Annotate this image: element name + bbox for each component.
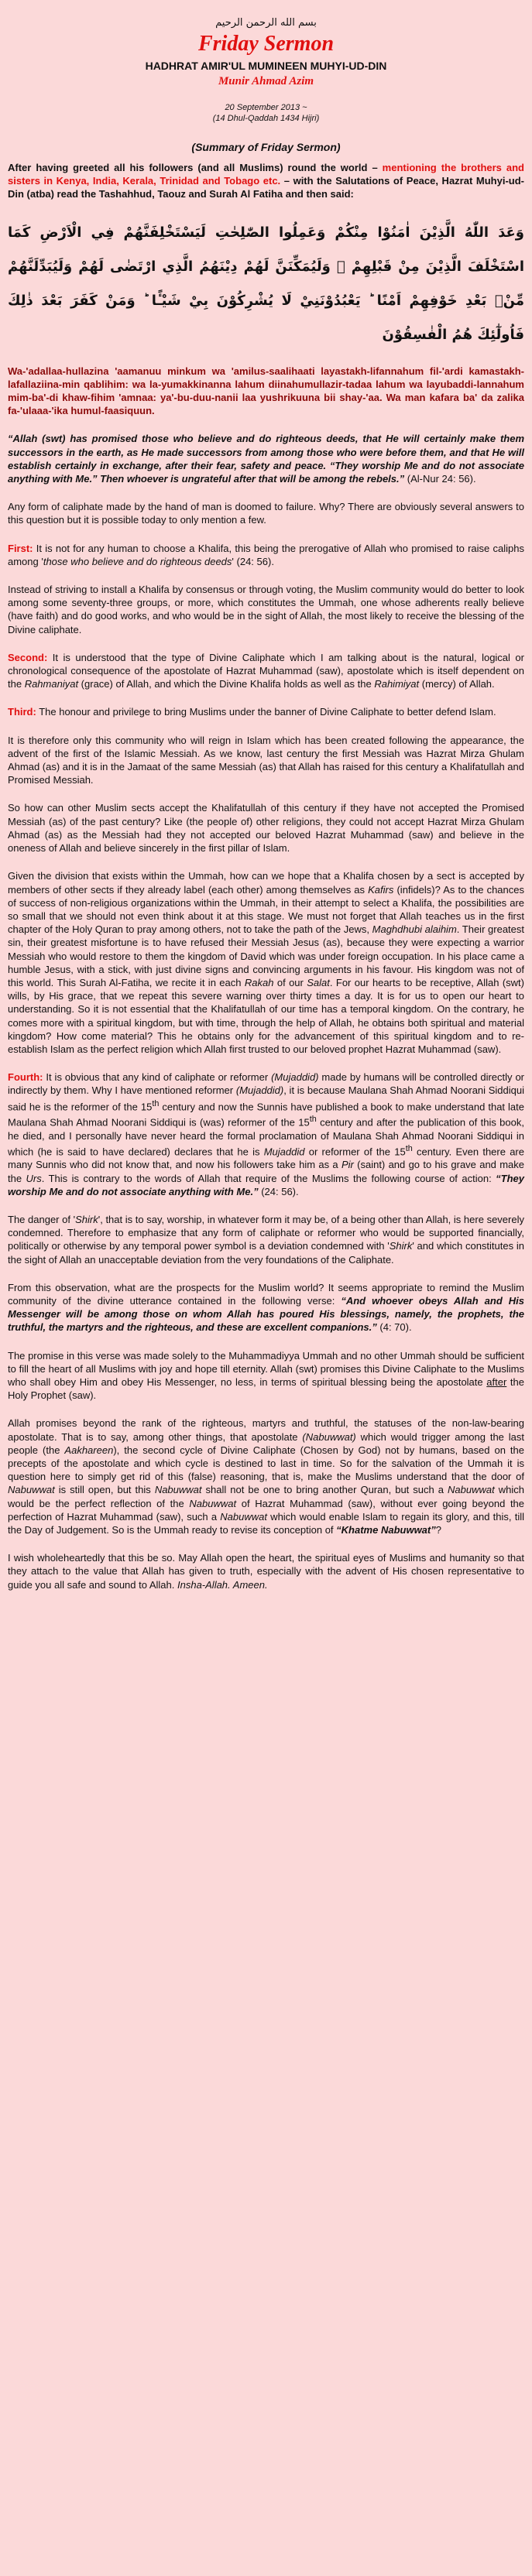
allah-italic-7: Nabuwwat <box>220 1510 267 1523</box>
date-gregorian: 20 September 2013 ~ <box>225 103 307 112</box>
arabic-verse: وَعَدَ اللّٰهُ الَّذِيْنَ اٰمَنُوْا مِنْكُمْ وَعَمِلُوا الصّٰلِحٰتِ لَيَسْتَخْلِفَنَّهُمْ فِي الْاَرْضِ كَمَا اسْتَخْلَفَ الَّذِيْنَ مِنْ قَبْلِهِمْ ۪ وَلَيُمَكِّنَنَّ لَهُمْ دِيْنَهُمُ الَّذِي ارْتَضٰى لَهُمْ وَلَيُبَدِّلَنَّهُمْ مِّنْۢ بَعْدِ خَوْفِهِمْ اَمْنًا ؕ يَعْبُدُوْنَنِيْ لَا يُشْرِكُوْنَ بِيْ شَيْـًٔا ؕ وَمَنْ كَفَرَ بَعْدَ ذٰلِكَ فَاُولٰٓئِكَ هُمُ الْفٰسِقُوْنَ <box>8 224 524 343</box>
allah-text-2: which would trigger among the last people (the <box>8 1430 524 1456</box>
allah-text-4: is still open, but this <box>54 1484 155 1496</box>
fourth-text-10: (24: 56). <box>258 1185 299 1197</box>
transliteration: Wa-'adallaa-hullazina 'aamanuu minkum wa 'amilus-saalihaati layastakh-lifannahum fil-'ardi kamastakh-lafallaziina-min qablihim: wa la-yumakkinanna lahum diinahumullazir-tadaa lahum wa layubaddi-lannahum mim-ba'-di khaw-fihim 'amnaa: ya'-bu-duu-nanii laa yushrikuuna bii shay-'aa. Wa man kafara ba' da zalika fa-'ulaaa-'ika humul-faasiquun. <box>8 365 524 417</box>
third-text: The honour and privilege to bring Muslims under the banner of Divine Caliphate to better defend Islam. <box>36 706 496 718</box>
fourth-text-6: or reformer of the 15 <box>304 1146 406 1158</box>
sohow-paragraph: So how can other Muslim sects accept the Khalifatullah of this century if they have not accepted the Promised Messiah (as) of the past century? Like (the people of) other religions, they could not accept Hazrat Mirza Ghulam Ahmad (as) as the Messiah had they not accepted our beloved Hazrat Muhammad (saw) and believe in the oneness of Allah and believe sincerely in the first pillar of Islam. <box>8 802 524 855</box>
fourth-point <box>8 1070 524 1198</box>
community-paragraph: It is therefore only this community who will reign in Islam which has been created following the appearance, the advent of the first of the Islamic Messiah. As we know, last century the first Messiah was Hazrat Mirza Ghulam Ahmad (as) and it is in the Jamaat of the same Messiah (as) that Allah has raised for this century a Khalifatullah and Promised Messiah. <box>8 734 524 786</box>
second-text-2: (grace) of Allah, and which the Divine Khalifa holds as well as the <box>78 678 375 690</box>
division-text-2: (infidels)? As to the chances of success of non-religious organizations within the Ummah, in their attempt to select a Khalifa, the possibilities are so small that we should not even think about it at this stage. We must not forget that Allah teaches us in the first chapter of the Holy Quran to pray among others, not to take the path of the Jews, <box>8 883 525 936</box>
promise-text-1: The promise in this verse was made solely to the Muhammadiyya Ummah and no other Ummah should be sufficient to fill the heart of all Muslims with joy and hope till eternity. Allah (swt) promises this Divine Caliphate to the Muslims who shall obey Him and obey His Messenger, no less, in terms of spiritual blessing being the apostolate <box>8 1349 524 1388</box>
first-text-1: It is not for any human to choose a Khalifa, this being the prerogative of Allah who promised to raise caliphs among ' <box>8 542 524 567</box>
fourth-text-3: , it is because Maulana Shah Ahmad Noorani Siddiqui said he is the reformer of the 15 <box>8 1084 525 1112</box>
first-label: First: <box>8 542 33 554</box>
allah-quote: “Khatme Nabuwwat” <box>336 1524 436 1536</box>
second-point <box>8 651 524 691</box>
intro-highlight: mentioning the brothers and sisters in Kenya, India, Kerala, Trinidad and Tobago etc. <box>8 162 524 187</box>
verse-translation <box>8 432 524 485</box>
verse-reference: (Al-Nur 24: 56). <box>404 473 476 485</box>
division-italic-3: Rakah <box>244 976 274 988</box>
division-italic-4: Salat <box>307 976 330 988</box>
summary-heading: (Summary of Friday Sermon) <box>191 141 341 153</box>
closing-text-1: I wish wholeheartedly that this be so. May Allah open the heart, the spiritual eyes of Muslims and humanity so that they attach to the value that Allah has given to truth, especially with the advent of His chosen representative to guide you all safe and sound to Allah. <box>8 1552 524 1591</box>
allah-italic-4: Nabuwwat <box>154 1484 202 1496</box>
promise-underline: after <box>486 1375 507 1388</box>
division-text-4: of our <box>273 976 307 988</box>
shirk-text-1: The danger of ' <box>8 1213 76 1225</box>
second-label: Second: <box>8 651 48 663</box>
first-italic: those who believe and do righteous deeds <box>43 555 232 567</box>
second-italic-1: Rahmaniyat <box>24 678 79 690</box>
intro-paragraph <box>8 161 524 201</box>
preacher-title: HADHRAT AMIR'UL MUMINEEN MUHYI-UD-DIN <box>145 60 387 72</box>
sermon-date <box>8 102 524 124</box>
prospects-text-1: From this observation, what are the prospects for the Muslim world? It seems appropriate to remind the Muslim community of the divine utterance contained in the following verse: <box>8 1281 524 1307</box>
division-paragraph <box>8 869 524 1056</box>
allah-promises-paragraph <box>8 1416 524 1536</box>
promise-paragraph <box>8 1349 524 1403</box>
prospects-paragraph <box>8 1281 524 1334</box>
fourth-italic-2: (Mujaddid) <box>235 1084 284 1097</box>
allah-text-5: shall not be one to bring another Quran, but such a <box>201 1484 448 1496</box>
bismillah-heading: بسم الله الرحمن الرحيم <box>215 17 317 29</box>
allah-text-1: Allah promises beyond the rank of the righteous, martyrs and truthful, the statuses of the non-law-bearing apostolate. That is to say, among other things, that apostolate <box>8 1417 524 1443</box>
second-italic-2: Rahimiyat <box>374 678 420 690</box>
allah-text-9: ? <box>435 1524 441 1536</box>
fourth-text-4: century and now the Sunnis have published a book to make understand that late Maulana Shah Ahmad Noorani Siddiqui is (was) reformer of the 15 <box>8 1100 525 1129</box>
prospects-quote: “And whoever obeys Allah and His Messenger will be among those on whom Allah has poured His blessings, namely, the prophets, the truthful, the martyrs and the righteous, and these are excellent companions.” <box>8 1294 524 1334</box>
first-point <box>8 542 524 568</box>
fourth-quote: “They worship Me and do not associate anything with Me.” <box>8 1172 525 1197</box>
second-text-1: It is understood that the type of Divine Caliphate which I am talking about is the natural, logical or chronological consequence of the apostolate of Hazrat Muhammad (saw), apostolate which is itself dependent on the <box>8 651 524 690</box>
allah-italic-2: Aakhareen <box>64 1444 114 1456</box>
fourth-text-1: It is obvious that any kind of caliphate or reformer <box>43 1071 272 1084</box>
allah-italic-3: Nabuwwat <box>8 1484 55 1496</box>
prospects-text-2: (4: 70). <box>376 1321 412 1334</box>
fourth-sup-2: th <box>309 1115 317 1125</box>
allah-text-3: ), the second cycle of Divine Caliphate (Chosen by God) not by humans, based on the precepts of the apostolate and which cycle is destined to last in time. So for the salvation of the Ummah it is question here to simply get rid of this (false) reasoning, that is, make the Muslims understand that the door of <box>8 1444 524 1483</box>
fourth-italic-5: Urs <box>26 1172 42 1184</box>
allah-italic-5: Nabuwwat <box>448 1484 495 1496</box>
fourth-text-8: (saint) and go to his grave and make the <box>8 1159 525 1184</box>
division-italic-1: Kafirs <box>368 883 394 896</box>
shirk-paragraph <box>8 1213 524 1266</box>
allah-italic-6: Nabuwwat <box>189 1497 237 1509</box>
fourth-text-2: made by humans will be controlled directly or indirectly by them. Why I have mentioned reformer <box>8 1071 524 1097</box>
fourth-italic-3: Mujaddid <box>263 1146 305 1158</box>
third-label: Third: <box>8 706 36 718</box>
fourth-italic-1: (Mujaddid) <box>271 1071 319 1084</box>
shirk-text-3: ' and which constitutes in the sight of Allah an unacceptable deviation from the very foundations of the Caliphate. <box>8 1240 524 1266</box>
first-text-2: ' (24: 56). <box>232 555 274 567</box>
division-text-3: . Their greatest sin, their greatest misfortune is to have refused their Messiah Jesus (as), because they were expecting a warrior Messiah who would restore to them the kingdom of David which was under foreign occupation. In his place came a humble Jesus, with a stick, with just divine signs and convincing arguments in his favour. His kingdom was not of this world. This Surah Al-Fatiha, we recite it in each <box>8 923 524 988</box>
intro-text-1: After having greeted all his followers (and all Muslims) round the world – <box>8 162 383 173</box>
date-hijri: (14 Dhul-Qaddah 1434 Hijri) <box>212 114 320 123</box>
second-text-3: (mercy) of Allah. <box>419 678 495 690</box>
author-name: Munir Ahmad Azim <box>218 75 314 87</box>
closing-italic: Insha-Allah. Ameen. <box>177 1578 268 1591</box>
allah-text-6: which would be the perfect reflection of the <box>8 1484 524 1509</box>
fourth-text-9: . This is contrary to the words of Allah that require of the Muslims the following course of action: <box>41 1172 496 1184</box>
allah-text-7: of Hazrat Muhammad (saw), without ever going beyond the perfection of Hazrat Muhammad (saw), such a <box>8 1497 525 1523</box>
page-title: Friday Sermon <box>197 32 335 56</box>
fourth-text-5: century and after the publication of this book, he died, and I personally have never heard the formal proclamation of Maulana Shah Ahmad Noorani Siddiqui in which (he is said to have declared) declares that he is <box>8 1116 524 1158</box>
caliphate-paragraph: Any form of caliphate made by the hand of man is doomed to failure. Why? There are obviously several answers to this question but it is possible today to only mention a few. <box>8 501 524 526</box>
fourth-sup-3: th <box>405 1143 413 1153</box>
third-point <box>8 705 524 718</box>
division-text-1: Given the division that exists within the Ummah, how can we hope that a Khalifa chosen by a sect is accepted by members of other sects if they already label (each other) among themselves as <box>8 870 524 896</box>
shirk-italic-2: Shirk <box>389 1240 413 1252</box>
transliteration-paragraph <box>8 365 524 418</box>
shirk-italic-1: Shirk <box>75 1213 98 1225</box>
fourth-text-7: century. Even there are many Sunnis who did not know that, and now his followers take him as a <box>8 1146 524 1171</box>
fourth-italic-4: Pir <box>341 1159 354 1171</box>
promise-text-2: the Holy Prophet (saw). <box>8 1375 525 1402</box>
fourth-label: Fourth: <box>8 1071 43 1084</box>
shirk-text-2: ', that is to say, worship, in whatever form it may be, of a being other than Allah, is here severely condemned. Therefore to emphasize that any form of caliphate or reformer who would be supported financially, politically or otherwise by any temporal power symbol is a deviation condemned with ' <box>8 1213 524 1252</box>
division-text-5: . For our hearts to be receptive, Allah (swt) wills, by His grace, that we repeat this severe warning over thirty times a day. It is for us to open our heart to understanding. So it is not essential that the Khalifatullah of our time has a temporal kingdom. On the contrary, he comes more with a spiritual kingdom, but with time, through the help of Allah, he obtains both spiritual and material kingdom? How come material? This he obtains only for the advancement of this spiritual kingdom and to re-establish Islam as the perfect religion which Allah first trusted to our beloved prophet Hazrat Muhammad (saw). <box>8 976 525 1055</box>
closing-paragraph <box>8 1551 524 1591</box>
verse-translation-quote: “Allah (swt) has promised those who believe and do righteous deeds, that He will certainly make them successors in the earth, as He made successors from among those who were before them, and that He will establish certainly in exchange, after their fear, safety and peace. “They worship Me and do not associate anything with Me.” Then whoever is ungrateful after that will be among the rebels.” <box>8 433 524 485</box>
allah-italic-1: (Nabuwwat) <box>302 1430 356 1443</box>
division-italic-2: Maghdhubi alaihim <box>372 923 457 936</box>
instead-paragraph: Instead of striving to install a Khalifa by consensus or through voting, the Muslim community would do better to look among some seventy-three groups, or more, which constitutes the Ummah, one whose adherents really believe (have faith) and do good works, and who would be in the sight of Allah, the most likely to receive the blessing of the Divine caliphate. <box>8 584 524 635</box>
fourth-sup-1: th <box>152 1098 160 1108</box>
intro-text-2: – with the Salutations of Peace, Hazrat Muhyi-ud-Din (atba) read the Tashahhud, Taouz and Surah Al Fatiha and then said: <box>8 175 524 200</box>
allah-text-8: which would enable Islam to regain its glory, and this, till the Day of Judgement. So is the Ummah ready to revise its conception of <box>8 1510 524 1536</box>
